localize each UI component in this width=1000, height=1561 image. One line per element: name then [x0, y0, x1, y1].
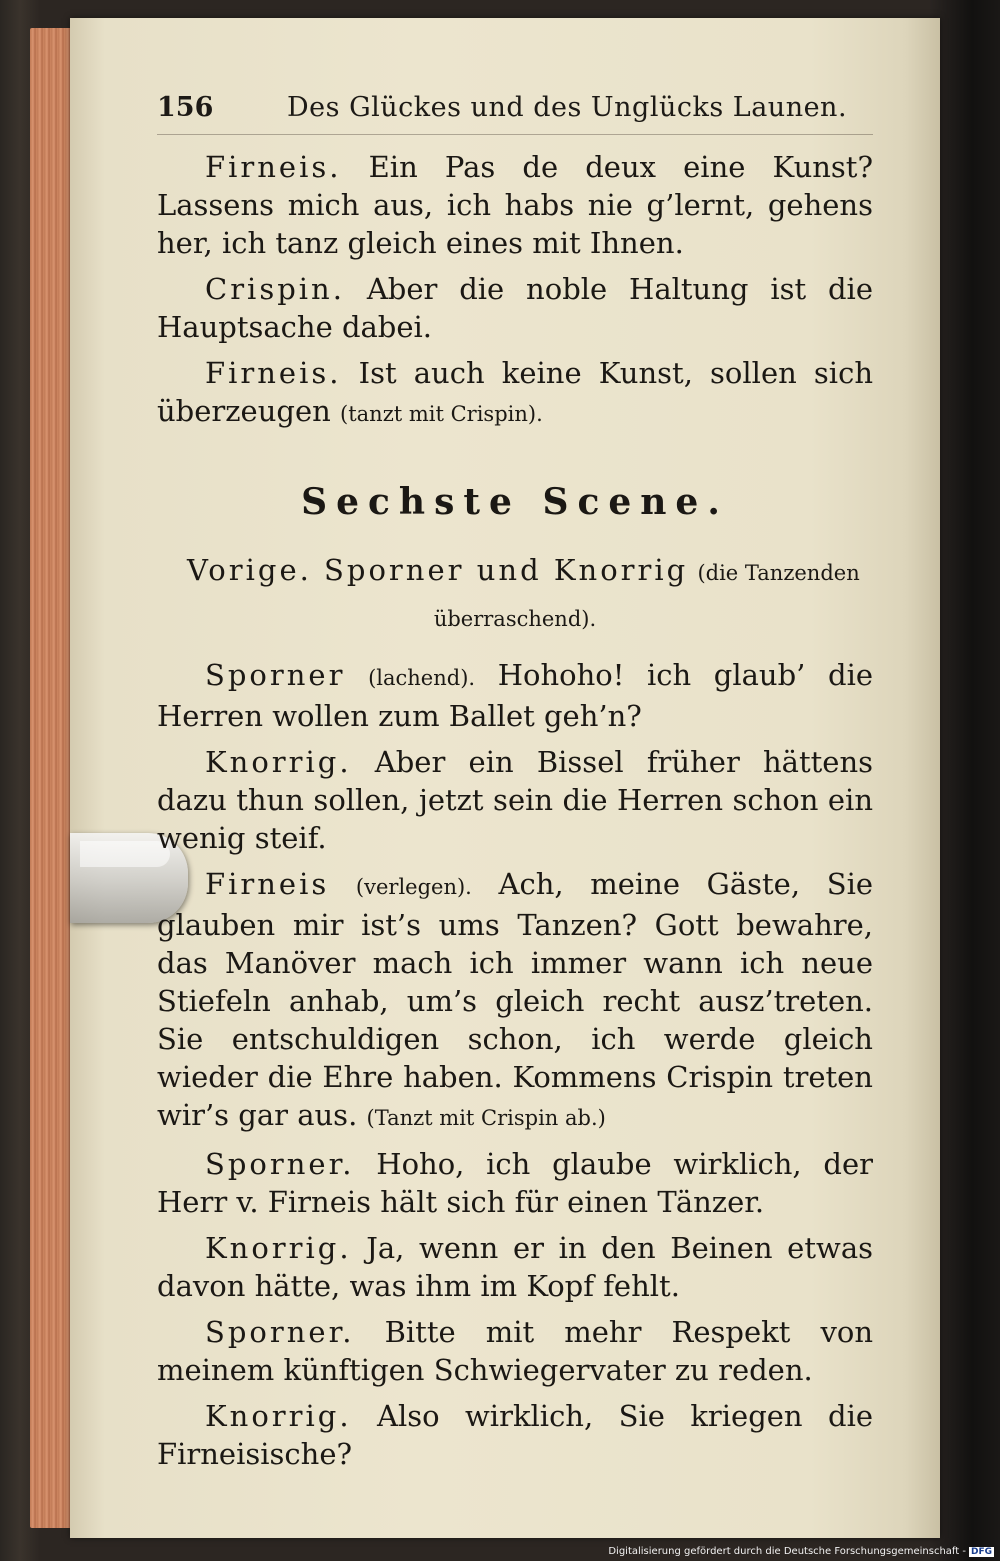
speech-text: Ein Pas de deux eine Kunst? Lassens mich aus, ich habs nie g’lernt, gehens her, ich tanz gleich eines mit Ihnen.	[157, 150, 874, 260]
cast-names: Vorige. Sporner und Knorrig	[187, 553, 689, 587]
paragraph	[157, 1313, 873, 1389]
paragraph	[157, 1229, 873, 1305]
speaker-name: Crispin.	[205, 272, 345, 306]
paragraph	[157, 354, 873, 433]
speech-text: Ist auch keine Kunst, sollen sich überzeugen	[157, 356, 873, 428]
scene-heading: Sechste Scene.	[301, 481, 729, 523]
paragraph	[157, 1397, 873, 1473]
paragraph	[157, 656, 873, 735]
speech-text: Also wirklich, Sie kriegen die Firneisische?	[157, 1399, 874, 1471]
speech-text: Hoho, ich glaube wirklich, der Herr v. Firneis hält sich für einen Tänzer.	[157, 1147, 874, 1219]
paragraph	[157, 865, 873, 1137]
stage-direction: (Tanzt mit Crispin ab.)	[366, 1106, 606, 1130]
speech-text: Bitte mit mehr Respekt von meinem künftigen Schwiegervater zu reden.	[157, 1315, 873, 1387]
speaker-name: Sporner.	[205, 1147, 355, 1181]
dfg-logo: DFG	[970, 1547, 992, 1557]
funding-note: Digitalisierung gefördert durch die Deutsche Forschungsgemeinschaft -	[608, 1546, 966, 1557]
facing-page-edge	[930, 0, 1000, 1561]
speaker-name: Sporner.	[205, 1315, 355, 1349]
speaker-name: Sporner	[205, 658, 346, 692]
paragraph	[157, 148, 873, 262]
speech-text: Hohoho! ich glaub’ die Herren wollen zum Ballet geh’n?	[157, 658, 874, 733]
speech-text: Ach, meine Gäste, Sie glauben mir ist’s ums Tanzen? Gott bewahre, das Manöver mach ich immer wann ich neue Stiefeln anhab, um’s gleich recht ausz’treten. Sie entschuldigen schon, ich werde gleich wieder die Ehre haben. Kommens Crispin treten wir’s gar aus.	[157, 867, 874, 1132]
stage-direction: (tanzt mit Crispin).	[340, 402, 543, 426]
paragraph	[157, 270, 873, 346]
speaker-name: Knorrig.	[205, 1231, 352, 1265]
running-head	[157, 88, 873, 132]
speech-text: Aber ein Bissel früher hättens dazu thun sollen, jetzt sein die Herren schon ein wenig steif.	[157, 745, 874, 855]
footer-credit	[608, 1546, 994, 1557]
speaker-name: Firneis.	[205, 356, 342, 390]
header-rule	[157, 134, 873, 135]
stage-direction-cont: überraschend).	[433, 607, 597, 631]
stage-direction: (die Tanzenden	[697, 561, 860, 585]
stage-direction: (verlegen).	[355, 875, 472, 899]
stage-direction: (lachend).	[368, 666, 476, 690]
paragraph	[157, 743, 873, 857]
page-body	[157, 148, 873, 1481]
cast-list	[157, 551, 873, 638]
speaker-name: Knorrig.	[205, 1399, 352, 1433]
speaker-name: Firneis	[205, 867, 330, 901]
speaker-name: Knorrig.	[205, 745, 352, 779]
speech-text: Aber die noble Haltung ist die Hauptsache dabei.	[157, 272, 873, 344]
running-title: Des Glückes und des Unglücks Launen.	[287, 92, 848, 123]
speech-text: Ja, wenn er in den Beinen etwas davon hätte, was ihm im Kopf fehlt.	[157, 1231, 873, 1303]
speaker-name: Firneis.	[205, 150, 342, 184]
paragraph	[157, 1145, 873, 1221]
page-number: 156	[157, 92, 214, 123]
